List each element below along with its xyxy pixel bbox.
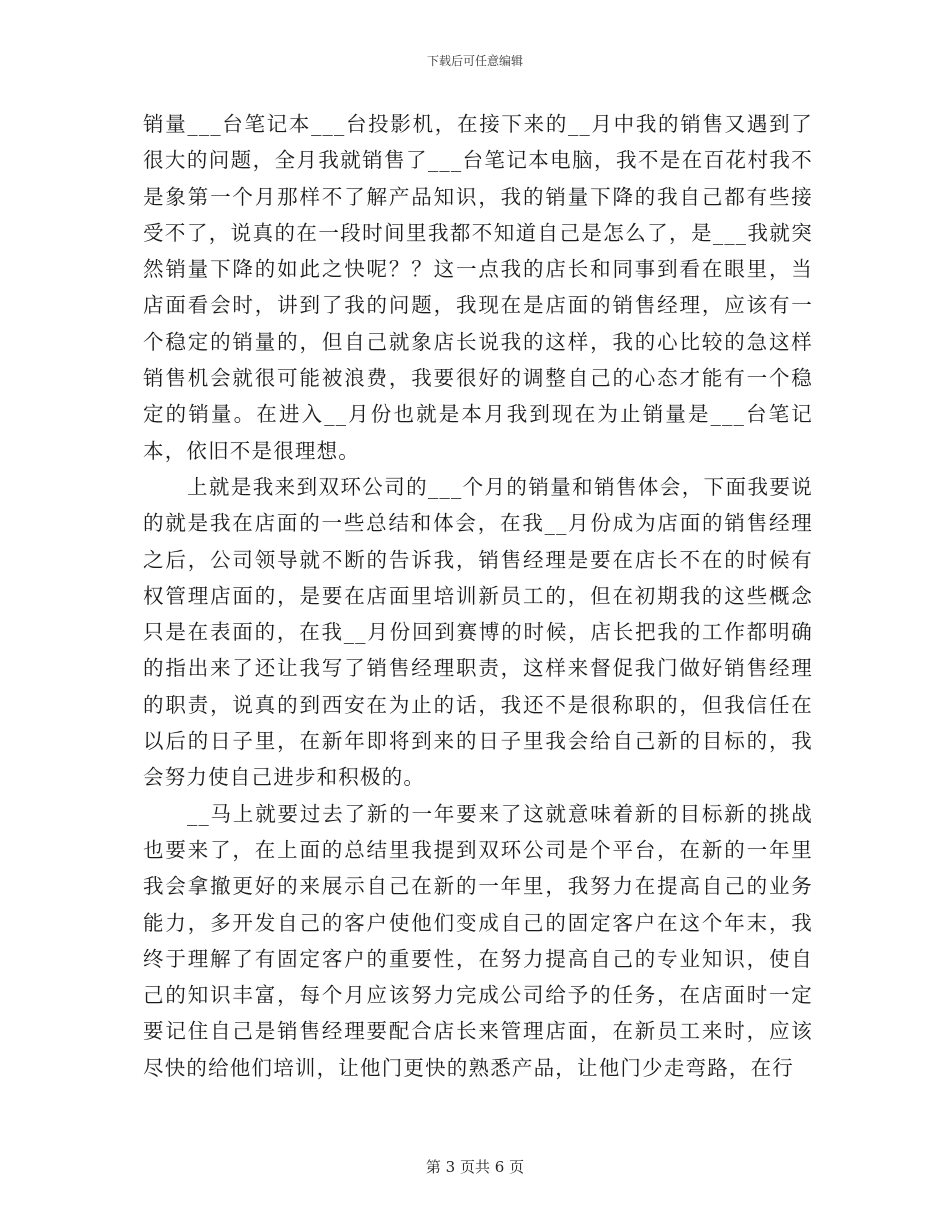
paragraph-3: __马上就要过去了新的一年要来了这就意味着新的目标新的挑战也要来了，在上面的总结里我提到双环公司是个平台，在新的一年里我会拿撤更好的来展示自己在新的一年里，我努力在提高自己的业务能力，多开发自己的客户使他们变成自己的固定客户在这个年末，我终于理解了有固定客户的重要性，在努力提高自己的专业知识，使自己的知识丰富，每个月应该努力完成公司给予的任务，在店面时一定要记住自己是销售经理要配合店长来管理店面，在新员工来时，应该尽快的给他们培训，让他门更快的熟悉产品，让他门少走弯路，在行 bbox=[143, 801, 813, 1080]
paragraph-2: 上就是我来到双环公司的___个月的销量和销售体会，下面我要说的就是我在店面的一些总结和体会，在我__月份成为店面的销售经理之后，公司领导就不断的告诉我，销售经理是要在店长不在的时候有权管理店面的，是要在店面里培训新员工的，但在初期我的这些概念只是在表面的，在我__月份回到赛博的时候，店长把我的工作都明确的指出来了还让我写了销售经理职责，这样来督促我门做好销售经理的职责，说真的到西安在为止的话，我还不是很称职的，但我信任在以后的日子里，在新年即将到来的日子里我会给自己新的目标的，我会努力使自己进步和积极的。 bbox=[143, 474, 813, 790]
paragraph-1: 销量___台笔记本___台投影机，在接下来的__月中我的销售又遇到了很大的问题，全月我就销售了___台笔记本电脑，我不是在百花村我不是象第一个月那样不了解产品知识，我的销量下降的我自己都有些接受不了，说真的在一段时间里我都不知道自己是怎么了，是___我就突然销量下降的如此之快呢？？这一点我的店长和同事到看在眼里，当店面看会时，讲到了我的问题，我现在是店面的销售经理，应该有一个稳定的销量的，但自己就象店长说我的这样，我的心比较的急这样销售机会就很可能被浪费，我要很好的调整自己的心态才能有一个稳定的销量。在进入__月份也就是本月我到现在为止销量是___台笔记本，依旧不是很理想。 bbox=[143, 112, 813, 463]
page-number-footer: 第 3 页共 6 页 bbox=[425, 1158, 525, 1176]
page-header: 下载后可任意编辑 bbox=[426, 54, 523, 68]
document-body bbox=[143, 106, 813, 1086]
